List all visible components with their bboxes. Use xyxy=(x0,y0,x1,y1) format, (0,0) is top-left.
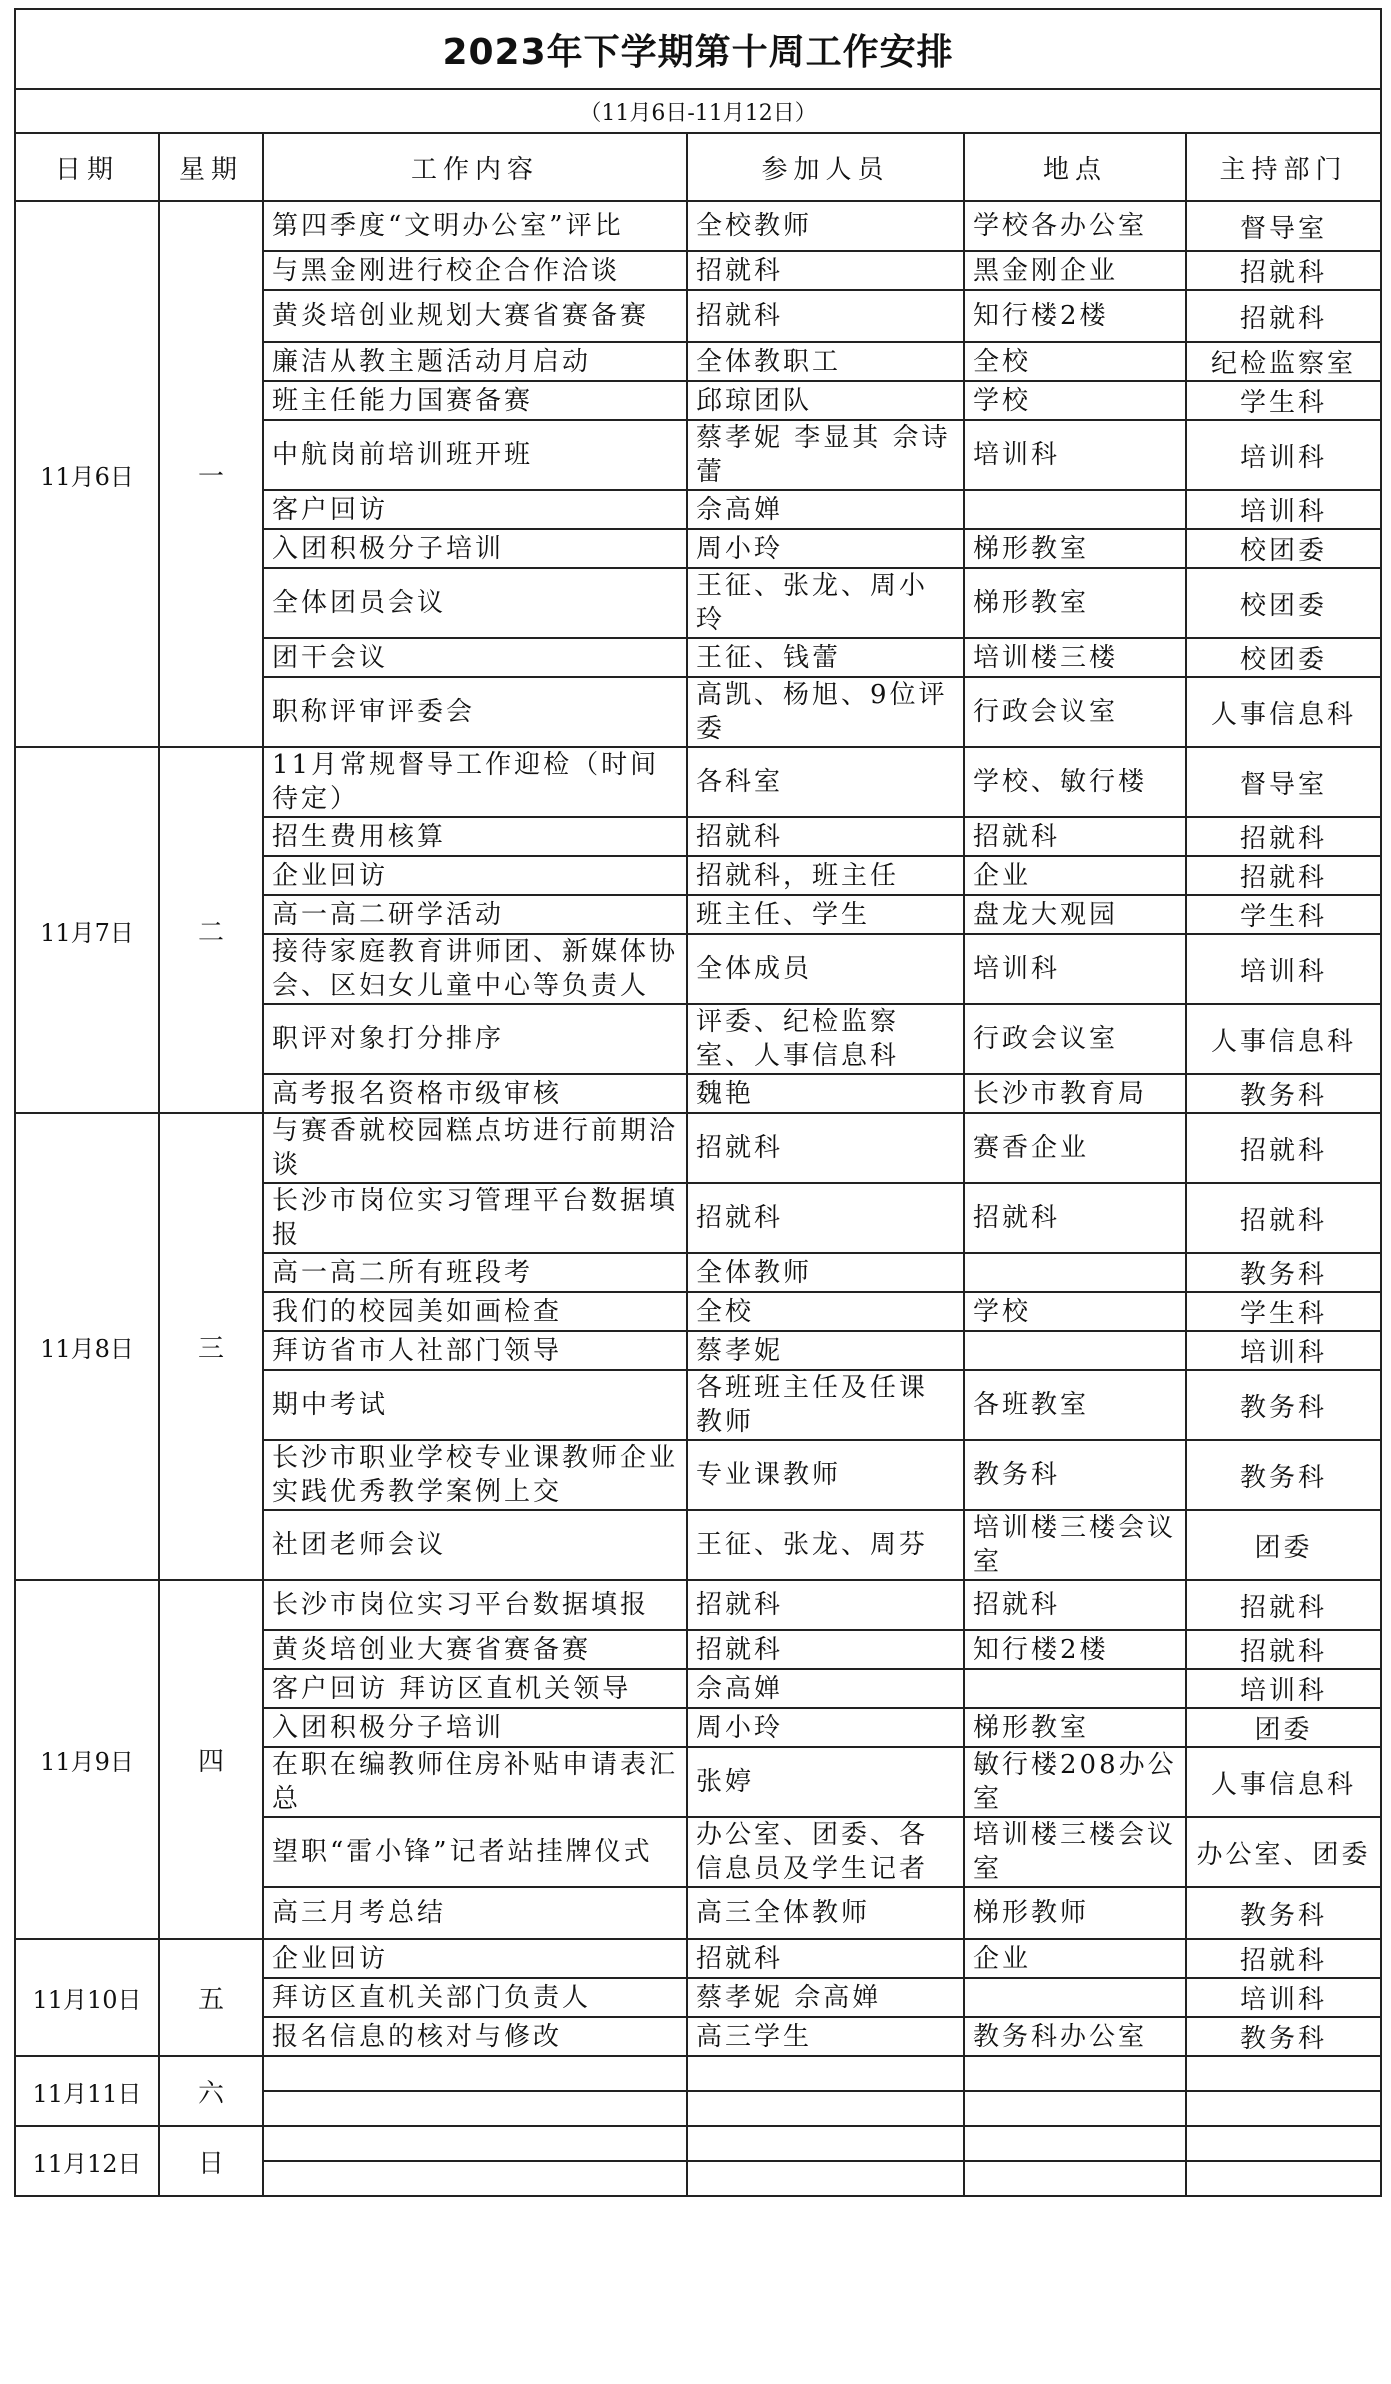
people-cell: 各科室 xyxy=(687,747,964,817)
location-cell: 招就科 xyxy=(964,1580,1186,1630)
task-cell: 与黑金刚进行校企合作洽谈 xyxy=(263,251,687,290)
date-cell: 11月10日 xyxy=(15,1939,159,2056)
task-cell: 入团积极分子培训 xyxy=(263,529,687,568)
location-cell: 培训科 xyxy=(964,934,1186,1004)
task-cell: 企业回访 xyxy=(263,856,687,895)
dept-cell: 校团委 xyxy=(1186,638,1381,677)
people-cell: 全体教职工 xyxy=(687,342,964,381)
dept-cell: 督导室 xyxy=(1186,747,1381,817)
dept-cell: 校团委 xyxy=(1186,529,1381,568)
people-cell: 各班班主任及任课教师 xyxy=(687,1370,964,1440)
people-cell: 蔡孝妮 李显其 佘诗蕾 xyxy=(687,420,964,490)
people-cell: 张婷 xyxy=(687,1747,964,1817)
people-cell: 全体教师 xyxy=(687,1253,964,1292)
location-cell xyxy=(964,1331,1186,1370)
people-cell xyxy=(687,2126,964,2161)
location-cell: 教务科 xyxy=(964,1440,1186,1510)
dept-cell xyxy=(1186,2091,1381,2126)
dept-cell: 督导室 xyxy=(1186,201,1381,251)
header-date: 日期 xyxy=(15,133,159,201)
header-weekday: 星期 xyxy=(159,133,263,201)
people-cell: 招就科 xyxy=(687,1939,964,1978)
people-cell: 评委、纪检监察室、人事信息科 xyxy=(687,1004,964,1074)
location-cell: 企业 xyxy=(964,1939,1186,1978)
location-cell: 知行楼2楼 xyxy=(964,1630,1186,1669)
dept-cell: 招就科 xyxy=(1186,1939,1381,1978)
task-cell: 长沙市岗位实习管理平台数据填报 xyxy=(263,1183,687,1253)
date-range-subtitle: （11月6日-11月12日） xyxy=(15,89,1381,133)
location-cell: 学校 xyxy=(964,1292,1186,1331)
dept-cell: 学生科 xyxy=(1186,1292,1381,1331)
people-cell xyxy=(687,2056,964,2091)
people-cell: 招就科 xyxy=(687,1183,964,1253)
weekday-cell: 一 xyxy=(159,201,263,747)
people-cell: 蔡孝妮 xyxy=(687,1331,964,1370)
location-cell: 培训楼三楼会议室 xyxy=(964,1817,1186,1887)
people-cell: 招就科 xyxy=(687,251,964,290)
location-cell: 学校各办公室 xyxy=(964,201,1186,251)
location-cell xyxy=(964,1253,1186,1292)
location-cell: 行政会议室 xyxy=(964,677,1186,747)
people-cell: 招就科 xyxy=(687,290,964,342)
dept-cell: 招就科 xyxy=(1186,1630,1381,1669)
task-cell: 第四季度“文明办公室”评比 xyxy=(263,201,687,251)
task-cell: 客户回访 xyxy=(263,490,687,529)
dept-cell: 团委 xyxy=(1186,1510,1381,1580)
task-cell: 拜访省市人社部门领导 xyxy=(263,1331,687,1370)
table-row xyxy=(15,1113,1381,1183)
date-cell: 11月12日 xyxy=(15,2126,159,2196)
people-cell: 全体成员 xyxy=(687,934,964,1004)
table-row xyxy=(15,1939,1381,1978)
task-cell: 报名信息的核对与修改 xyxy=(263,2017,687,2056)
task-cell xyxy=(263,2161,687,2196)
location-cell xyxy=(964,2056,1186,2091)
dept-cell: 教务科 xyxy=(1186,2017,1381,2056)
dept-cell: 人事信息科 xyxy=(1186,677,1381,747)
weekday-cell: 三 xyxy=(159,1113,263,1580)
people-cell: 招就科，班主任 xyxy=(687,856,964,895)
people-cell: 高三学生 xyxy=(687,2017,964,2056)
people-cell: 邱琼团队 xyxy=(687,381,964,420)
people-cell: 高三全体教师 xyxy=(687,1887,964,1939)
dept-cell: 招就科 xyxy=(1186,817,1381,856)
dept-cell: 人事信息科 xyxy=(1186,1747,1381,1817)
table-row xyxy=(15,201,1381,251)
people-cell: 佘高婵 xyxy=(687,1669,964,1708)
task-cell: 长沙市岗位实习平台数据填报 xyxy=(263,1580,687,1630)
task-cell: 望职“雷小锋”记者站挂牌仪式 xyxy=(263,1817,687,1887)
location-cell: 培训楼三楼会议室 xyxy=(964,1510,1186,1580)
header-task: 工作内容 xyxy=(263,133,687,201)
dept-cell: 纪检监察室 xyxy=(1186,342,1381,381)
people-cell: 办公室、团委、各信息员及学生记者 xyxy=(687,1817,964,1887)
task-cell: 黄炎培创业规划大赛省赛备赛 xyxy=(263,290,687,342)
dept-cell: 学生科 xyxy=(1186,381,1381,420)
task-cell: 长沙市职业学校专业课教师企业实践优秀教学案例上交 xyxy=(263,1440,687,1510)
location-cell: 招就科 xyxy=(964,817,1186,856)
location-cell xyxy=(964,2126,1186,2161)
people-cell: 全校 xyxy=(687,1292,964,1331)
date-cell: 11月8日 xyxy=(15,1113,159,1580)
date-cell: 11月9日 xyxy=(15,1580,159,1939)
dept-cell: 招就科 xyxy=(1186,1183,1381,1253)
page-title: 2023年下学期第十周工作安排 xyxy=(15,9,1381,89)
dept-cell xyxy=(1186,2126,1381,2161)
task-cell xyxy=(263,2056,687,2091)
dept-cell: 招就科 xyxy=(1186,290,1381,342)
dept-cell: 教务科 xyxy=(1186,1253,1381,1292)
location-cell: 学校、敏行楼 xyxy=(964,747,1186,817)
location-cell: 知行楼2楼 xyxy=(964,290,1186,342)
people-cell: 招就科 xyxy=(687,1113,964,1183)
date-cell: 11月6日 xyxy=(15,201,159,747)
task-cell: 班主任能力国赛备赛 xyxy=(263,381,687,420)
task-cell: 高一高二研学活动 xyxy=(263,895,687,934)
location-cell: 全校 xyxy=(964,342,1186,381)
task-cell: 我们的校园美如画检查 xyxy=(263,1292,687,1331)
people-cell: 周小玲 xyxy=(687,1708,964,1747)
schedule-table xyxy=(14,8,1382,2197)
dept-cell xyxy=(1186,2056,1381,2091)
location-cell xyxy=(964,1669,1186,1708)
task-cell: 职称评审评委会 xyxy=(263,677,687,747)
weekday-cell: 五 xyxy=(159,1939,263,2056)
people-cell: 蔡孝妮 佘高婵 xyxy=(687,1978,964,2017)
location-cell: 长沙市教育局 xyxy=(964,1074,1186,1113)
location-cell xyxy=(964,1978,1186,2017)
dept-cell: 培训科 xyxy=(1186,420,1381,490)
task-cell: 高考报名资格市级审核 xyxy=(263,1074,687,1113)
task-cell: 职评对象打分排序 xyxy=(263,1004,687,1074)
dept-cell: 招就科 xyxy=(1186,251,1381,290)
dept-cell: 培训科 xyxy=(1186,1331,1381,1370)
task-cell: 在职在编教师住房补贴申请表汇总 xyxy=(263,1747,687,1817)
people-cell xyxy=(687,2091,964,2126)
location-cell: 梯形教室 xyxy=(964,529,1186,568)
table-row xyxy=(15,2126,1381,2161)
dept-cell: 培训科 xyxy=(1186,1669,1381,1708)
people-cell: 魏艳 xyxy=(687,1074,964,1113)
task-cell: 企业回访 xyxy=(263,1939,687,1978)
task-cell: 客户回访 拜访区直机关领导 xyxy=(263,1669,687,1708)
dept-cell: 学生科 xyxy=(1186,895,1381,934)
people-cell: 王征、钱蕾 xyxy=(687,638,964,677)
weekday-cell: 四 xyxy=(159,1580,263,1939)
location-cell: 学校 xyxy=(964,381,1186,420)
location-cell: 行政会议室 xyxy=(964,1004,1186,1074)
date-cell: 11月7日 xyxy=(15,747,159,1113)
task-cell xyxy=(263,2091,687,2126)
location-cell: 招就科 xyxy=(964,1183,1186,1253)
location-cell: 梯形教师 xyxy=(964,1887,1186,1939)
dept-cell: 人事信息科 xyxy=(1186,1004,1381,1074)
weekday-cell: 六 xyxy=(159,2056,263,2126)
weekday-cell: 日 xyxy=(159,2126,263,2196)
dept-cell: 培训科 xyxy=(1186,490,1381,529)
header-people: 参加人员 xyxy=(687,133,964,201)
location-cell: 赛香企业 xyxy=(964,1113,1186,1183)
dept-cell: 办公室、团委 xyxy=(1186,1817,1381,1887)
task-cell: 社团老师会议 xyxy=(263,1510,687,1580)
dept-cell: 招就科 xyxy=(1186,1113,1381,1183)
location-cell: 教务科办公室 xyxy=(964,2017,1186,2056)
people-cell: 招就科 xyxy=(687,817,964,856)
task-cell: 团干会议 xyxy=(263,638,687,677)
people-cell: 招就科 xyxy=(687,1580,964,1630)
location-cell: 黑金刚企业 xyxy=(964,251,1186,290)
task-cell: 黄炎培创业大赛省赛备赛 xyxy=(263,1630,687,1669)
task-cell: 招生费用核算 xyxy=(263,817,687,856)
location-cell: 各班教室 xyxy=(964,1370,1186,1440)
date-cell: 11月11日 xyxy=(15,2056,159,2126)
people-cell: 周小玲 xyxy=(687,529,964,568)
dept-cell: 教务科 xyxy=(1186,1440,1381,1510)
people-cell: 专业课教师 xyxy=(687,1440,964,1510)
task-cell: 廉洁从教主题活动月启动 xyxy=(263,342,687,381)
weekday-cell: 二 xyxy=(159,747,263,1113)
table-row xyxy=(15,2056,1381,2091)
people-cell: 王征、张龙、周芬 xyxy=(687,1510,964,1580)
dept-cell: 教务科 xyxy=(1186,1887,1381,1939)
people-cell: 王征、张龙、周小玲 xyxy=(687,568,964,638)
location-cell xyxy=(964,2091,1186,2126)
schedule-body xyxy=(15,201,1381,2196)
location-cell: 培训科 xyxy=(964,420,1186,490)
location-cell: 盘龙大观园 xyxy=(964,895,1186,934)
header-dept: 主持部门 xyxy=(1186,133,1381,201)
dept-cell: 招就科 xyxy=(1186,1580,1381,1630)
location-cell xyxy=(964,2161,1186,2196)
task-cell: 期中考试 xyxy=(263,1370,687,1440)
people-cell xyxy=(687,2161,964,2196)
location-cell: 梯形教室 xyxy=(964,568,1186,638)
people-cell: 全校教师 xyxy=(687,201,964,251)
location-cell: 敏行楼208办公室 xyxy=(964,1747,1186,1817)
task-cell: 入团积极分子培训 xyxy=(263,1708,687,1747)
task-cell: 11月常规督导工作迎检（时间待定） xyxy=(263,747,687,817)
people-cell: 高凯、杨旭、9位评委 xyxy=(687,677,964,747)
task-cell: 接待家庭教育讲师团、新媒体协会、区妇女儿童中心等负责人 xyxy=(263,934,687,1004)
dept-cell: 团委 xyxy=(1186,1708,1381,1747)
task-cell: 中航岗前培训班开班 xyxy=(263,420,687,490)
people-cell: 班主任、学生 xyxy=(687,895,964,934)
dept-cell: 校团委 xyxy=(1186,568,1381,638)
task-cell: 与赛香就校园糕点坊进行前期洽谈 xyxy=(263,1113,687,1183)
table-row xyxy=(15,1580,1381,1630)
location-cell: 企业 xyxy=(964,856,1186,895)
dept-cell: 教务科 xyxy=(1186,1074,1381,1113)
task-cell: 高一高二所有班段考 xyxy=(263,1253,687,1292)
header-location: 地点 xyxy=(964,133,1186,201)
dept-cell: 教务科 xyxy=(1186,1370,1381,1440)
task-cell: 拜访区直机关部门负责人 xyxy=(263,1978,687,2017)
location-cell xyxy=(964,490,1186,529)
task-cell xyxy=(263,2126,687,2161)
people-cell: 招就科 xyxy=(687,1630,964,1669)
location-cell: 梯形教室 xyxy=(964,1708,1186,1747)
task-cell: 全体团员会议 xyxy=(263,568,687,638)
dept-cell: 招就科 xyxy=(1186,856,1381,895)
task-cell: 高三月考总结 xyxy=(263,1887,687,1939)
location-cell: 培训楼三楼 xyxy=(964,638,1186,677)
people-cell: 佘高婵 xyxy=(687,490,964,529)
dept-cell: 培训科 xyxy=(1186,934,1381,1004)
dept-cell xyxy=(1186,2161,1381,2196)
table-row xyxy=(15,747,1381,817)
dept-cell: 培训科 xyxy=(1186,1978,1381,2017)
